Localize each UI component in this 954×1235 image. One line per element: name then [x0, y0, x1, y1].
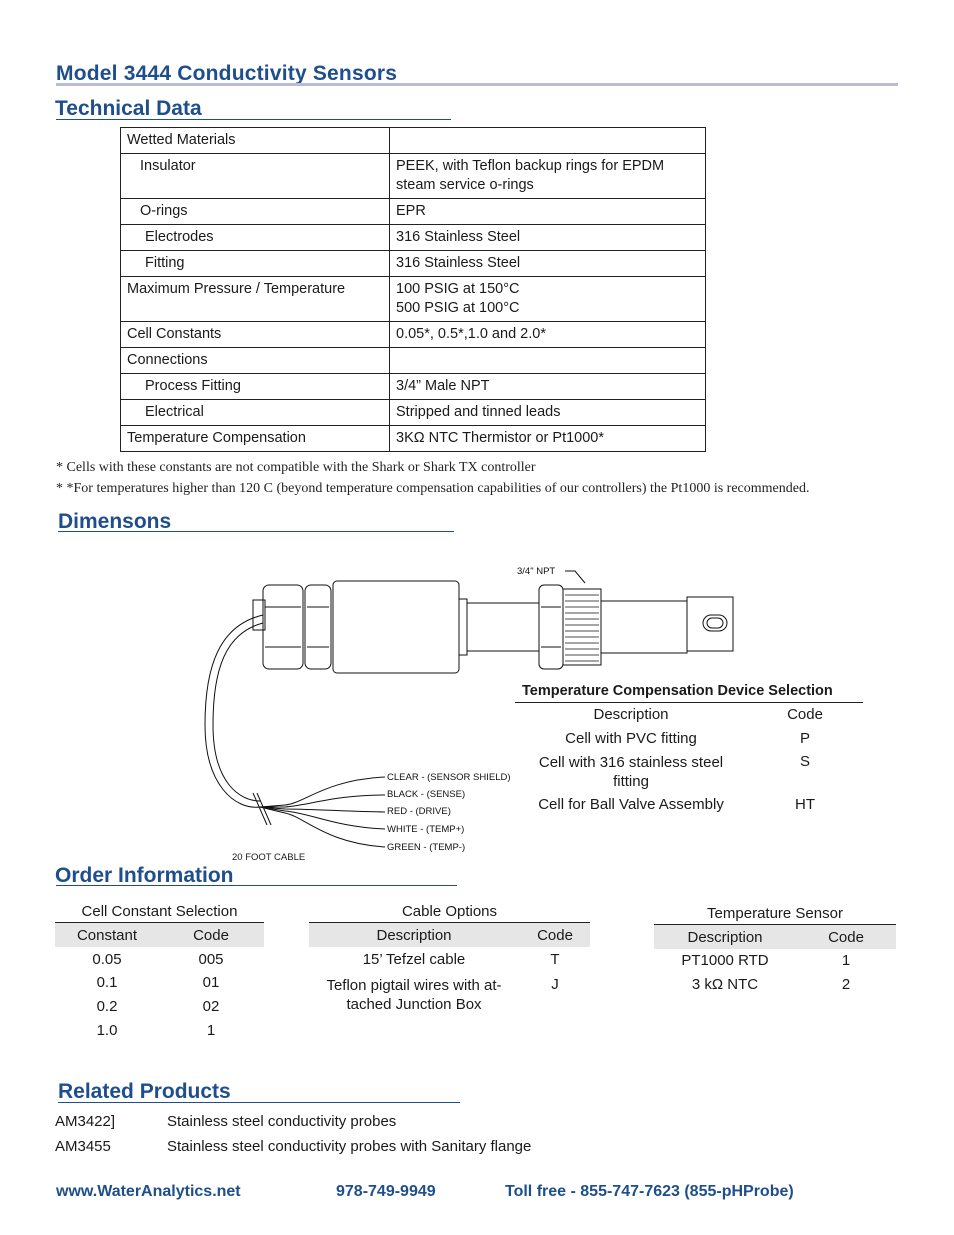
footnote-1: * Cells with these constants are not compatible with the Shark or Shark TX controller [56, 460, 536, 475]
cell-constant-header-constant: Constant [76, 927, 138, 944]
tc-row-desc: Cell with PVC fitting [565, 730, 697, 747]
spec-value: 3/4” Male NPT [390, 374, 706, 400]
wire-label: WHITE - (TEMP+) [387, 824, 465, 835]
spec-label: O-rings [140, 203, 188, 219]
table-row [121, 199, 706, 225]
cable-header-code: Code [537, 927, 573, 944]
temp-row-code: 2 [841, 976, 851, 993]
footnote-2: * *For temperatures higher than 120 C (beyond temperature compensation capabilities of our controllers) the Pt1000 is recommended. [56, 481, 810, 496]
related-code: AM3455 [55, 1138, 111, 1155]
wire-label: RED - (DRIVE) [387, 806, 451, 817]
table-row [121, 322, 706, 348]
table-row [121, 154, 706, 199]
spec-value: 0.05*, 0.5*,1.0 and 2.0* [390, 322, 706, 348]
spec-value: EPR [390, 199, 706, 225]
spec-label: Fitting [145, 255, 185, 271]
spec-label: Electrical [145, 404, 204, 420]
cell-constant-value: 0.2 [96, 998, 118, 1015]
temp-header-description: Description [687, 929, 763, 946]
title-rule [56, 83, 898, 86]
cell-constant-code: 005 [198, 951, 224, 968]
temp-sensor-title: Temperature Sensor [707, 905, 843, 922]
spec-label: Process Fitting [145, 378, 241, 394]
spec-label: Maximum Pressure / Temperature [121, 277, 390, 322]
table-row [121, 251, 706, 277]
temp-header-code: Code [828, 929, 864, 946]
cable-row-code: T [550, 951, 560, 968]
tc-selection-title: Temperature Compensation Device Selection [522, 683, 833, 699]
spec-label: Electrodes [145, 229, 214, 245]
cell-constant-code: 02 [202, 998, 220, 1015]
footer-tollfree: Toll free - 855-747-7623 (855-pHProbe) [505, 1183, 794, 1200]
cell-constant-value: 0.1 [96, 974, 118, 991]
related-products-heading: Related Products [58, 1080, 231, 1103]
table-row [121, 225, 706, 251]
table-row [121, 348, 706, 374]
table-row [121, 374, 706, 400]
dimensions-heading: Dimensons [58, 510, 172, 533]
spec-value: 3KΩ NTC Thermistor or Pt1000* [390, 426, 706, 452]
tc-selection-rule [515, 702, 863, 703]
spec-label: Cell Constants [121, 322, 390, 348]
wire-label: GREEN - (TEMP-) [387, 842, 466, 853]
cable-options-title: Cable Options [401, 903, 498, 920]
spec-value [390, 128, 706, 154]
order-information-heading: Order Information [55, 864, 234, 887]
related-products-rule [58, 1102, 460, 1103]
technical-data-table [120, 127, 706, 452]
page-title: Model 3444 Conductivity Sensors [56, 62, 398, 85]
tc-row-desc: Cell for Ball Valve Assembly [538, 796, 724, 813]
technical-data-heading: Technical Data [55, 97, 202, 120]
spec-value: 316 Stainless Steel [390, 251, 706, 277]
npt-label: 3/4" NPT [517, 566, 556, 577]
cable-row-desc: Teflon pigtail wires with at-tached Junction Box [326, 977, 502, 1013]
spec-label: Connections [121, 348, 390, 374]
cell-constant-value: 0.05 [92, 951, 122, 968]
dimensions-rule [58, 531, 454, 532]
table-row [121, 400, 706, 426]
spec-label: Wetted Materials [121, 128, 390, 154]
tc-row-code: HT [795, 796, 815, 813]
related-desc: Stainless steel conductivity probes [167, 1113, 397, 1130]
table-row [121, 277, 706, 322]
related-code: AM3422] [55, 1113, 116, 1130]
cable-row-code: J [551, 976, 559, 993]
tc-header-code: Code [787, 706, 823, 723]
tc-row-code: P [799, 730, 810, 747]
related-desc: Stainless steel conductivity probes with Sanitary flange [167, 1138, 532, 1155]
spec-label: Temperature Compensation [121, 426, 390, 452]
order-information-rule [56, 885, 457, 886]
cell-constant-header-code: Code [193, 927, 229, 944]
spec-label: Insulator [140, 158, 196, 174]
table-row [121, 128, 706, 154]
temp-row-desc: 3 kΩ NTC [691, 976, 759, 993]
cell-constant-code: 01 [202, 974, 220, 991]
spec-value: 316 Stainless Steel [390, 225, 706, 251]
spec-value: 500 PSIG at 100°C [396, 300, 520, 316]
spec-value: 100 PSIG at 150°C [396, 281, 520, 297]
cable-label: 20 FOOT CABLE [232, 852, 306, 863]
spec-value [390, 348, 706, 374]
wire-label: CLEAR - (SENSOR SHIELD) [387, 772, 511, 783]
temp-row-desc: PT1000 RTD [681, 952, 769, 969]
temp-row-code: 1 [841, 952, 851, 969]
spec-value: PEEK, with Teflon backup rings for EPDM steam service o-rings [390, 154, 706, 199]
tc-row-code: S [799, 753, 810, 770]
cell-constant-code: 1 [206, 1022, 216, 1039]
tc-header-description: Description [593, 706, 669, 723]
cable-row-desc: 15’ Tefzel cable [362, 951, 466, 968]
tc-row-desc: Cell with 316 stainless steel fitting [538, 754, 724, 790]
technical-data-rule [56, 119, 451, 120]
cable-header-description: Description [376, 927, 452, 944]
cell-constant-value: 1.0 [96, 1022, 118, 1039]
footer-phone: 978-749-9949 [336, 1183, 436, 1200]
footer-website-link[interactable]: www.WaterAnalytics.net [56, 1183, 241, 1200]
table-row [121, 426, 706, 452]
cell-constant-title: Cell Constant Selection [81, 903, 238, 920]
wire-label: BLACK - (SENSE) [387, 789, 466, 800]
spec-value: Stripped and tinned leads [390, 400, 706, 426]
